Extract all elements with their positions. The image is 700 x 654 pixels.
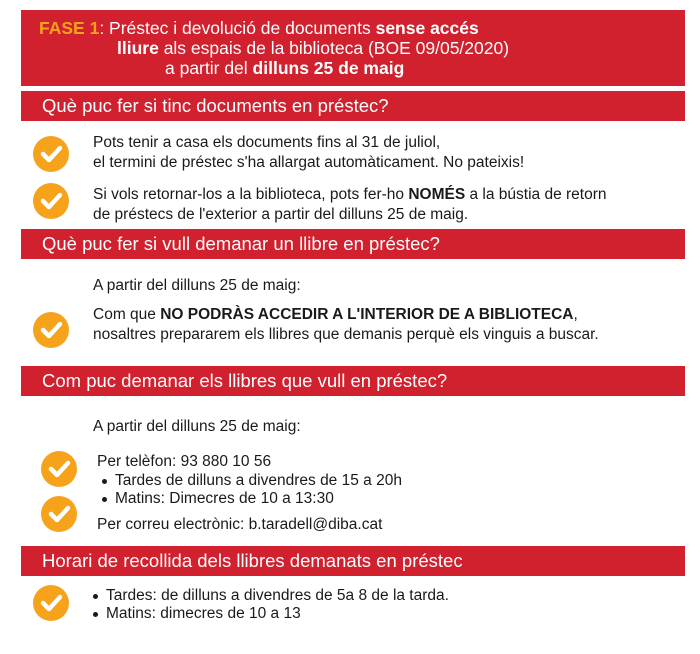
pickup-hours-list (88, 587, 449, 623)
loans-item-2: Si vols retornar-los a la biblioteca, pots fer-ho NOMÉS a la bústia de retorn de préstecs de l'exterior a partir del dilluns 25 de maig. (93, 186, 607, 223)
check-icon (41, 451, 77, 487)
request-intro: A partir del dilluns 25 de maig: (93, 277, 301, 294)
phone-hours-list (97, 472, 402, 508)
check-icon (33, 585, 69, 621)
phase-label: FASE 1 (39, 18, 100, 38)
section-heading-loans: Què puc fer si tinc documents en préstec? (21, 91, 685, 121)
check-icon (33, 312, 69, 348)
list-item: Tardes: de dilluns a divendres de 5a 8 de la tarda. (88, 587, 449, 605)
section-heading-request: Què puc fer si vull demanar un llibre en préstec? (21, 229, 685, 259)
banner-line-2: lliure als espais de la biblioteca (BOE 09/05/2020) (117, 38, 510, 58)
how-intro: A partir del dilluns 25 de maig: (93, 418, 301, 435)
banner-line-1: FASE 1: Préstec i devolució de documents sense accés (39, 18, 479, 38)
header-banner (21, 10, 685, 86)
loans-item-1: Pots tenir a casa els documents fins al 31 de juliol, el termini de préstec s'ha allargat automàticament. No pateixis! (93, 134, 525, 171)
check-icon (33, 183, 69, 219)
check-icon (41, 496, 77, 532)
list-item: Tardes de dilluns a divendres de 15 a 20h (97, 472, 402, 490)
phone-line: Per telèfon: 93 880 10 56 (97, 453, 272, 470)
section-heading-how: Com puc demanar els llibres que vull en préstec? (21, 366, 685, 396)
check-icon (33, 136, 69, 172)
email-line: Per correu electrònic: b.taradell@diba.cat (97, 516, 383, 533)
request-item: Com que NO PODRÀS ACCEDIR A L'INTERIOR DE A BIBLIOTECA, nosaltres prepararem els llibres que demanis perquè els vinguis a buscar. (93, 306, 599, 343)
list-item: Matins: dimecres de 10 a 13 (88, 605, 449, 623)
section-heading-pickup: Horari de recollida dels llibres demanats en préstec (21, 546, 685, 576)
banner-line-3: a partir del dilluns 25 de maig (165, 58, 405, 78)
list-item: Matins: Dimecres de 10 a 13:30 (97, 490, 402, 508)
